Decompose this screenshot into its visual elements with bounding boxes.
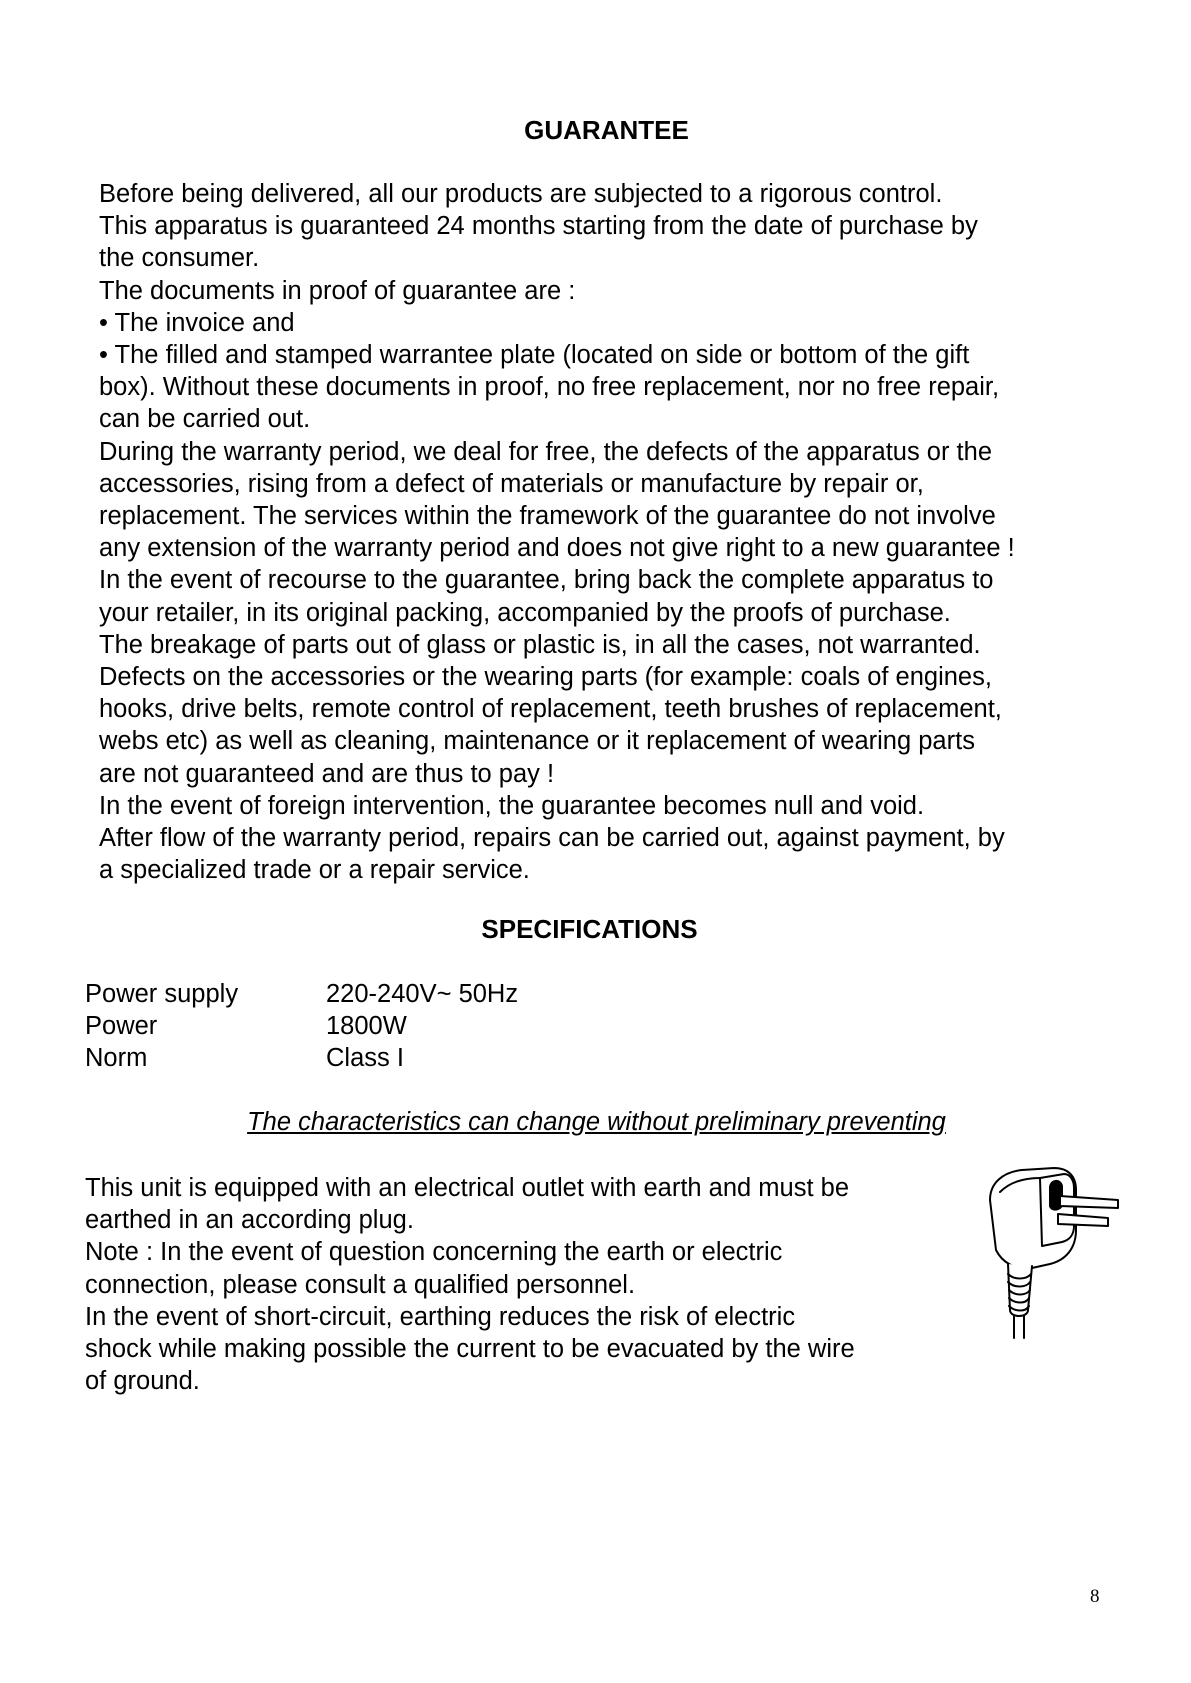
guarantee-line: During the warranty period, we deal for free, the defects of the apparatus or the <box>99 437 993 466</box>
guarantee-line: • The invoice and <box>99 308 295 337</box>
specifications-heading: SPECIFICATIONS <box>481 914 698 944</box>
earthing-line: This unit is equipped with an electrical outlet with earth and must be <box>85 1174 850 1202</box>
spec-label: Norm <box>85 1044 148 1073</box>
guarantee-line: The breakage of parts out of glass or plastic is, in all the cases, not warranted. <box>99 630 981 659</box>
guarantee-line: This apparatus is guaranteed 24 months starting from the date of purchase by <box>99 212 978 241</box>
guarantee-line: replacement. The services within the framework of the guarantee do not involve <box>99 502 996 531</box>
guarantee-line: hooks, drive belts, remote control of replacement, teeth brushes of replacement, <box>99 695 1002 724</box>
earthing-text <box>85 1172 965 1397</box>
earthing-line: shock while making possible the current to be evacuated by the wire <box>85 1335 855 1364</box>
guarantee-line: a specialized trade or a repair service. <box>99 856 530 885</box>
guarantee-line: box). Without these documents in proof, no free replacement, nor no free repair, <box>99 373 1000 402</box>
guarantee-line: Before being delivered, all our products are subjected to a rigorous control. <box>99 180 943 208</box>
spec-label: Power <box>85 1012 158 1041</box>
guarantee-text <box>99 178 1139 886</box>
spec-value: Class I <box>326 1044 404 1073</box>
specifications-table <box>85 978 518 1075</box>
spec-row-power-supply <box>85 978 518 1010</box>
guarantee-line: • The filled and stamped warrantee plate (located on side or bottom of the gift <box>99 341 970 370</box>
guarantee-line: webs etc) as well as cleaning, maintenance or it replacement of wearing parts <box>99 727 975 756</box>
earthing-line: connection, please consult a qualified personnel. <box>85 1270 636 1299</box>
guarantee-line: After flow of the warranty period, repairs can be carried out, against payment, by <box>99 824 1005 853</box>
guarantee-line: The documents in proof of guarantee are : <box>99 276 576 305</box>
spec-row-norm <box>85 1042 518 1074</box>
plug-icon <box>980 1160 1130 1340</box>
earthing-line: of ground. <box>85 1367 200 1396</box>
spec-value: 1800W <box>326 1012 407 1041</box>
change-notice-text: The characteristics can change without preliminary preventing <box>247 1108 946 1136</box>
spec-label: Power supply <box>85 980 239 1008</box>
earthing-line: earthed in an according plug. <box>85 1206 414 1235</box>
guarantee-line: accessories, rising from a defect of materials or manufacture by repair or, <box>99 469 924 498</box>
earthing-line: In the event of short-circuit, earthing reduces the risk of electric <box>85 1302 796 1331</box>
earthing-line: Note : In the event of question concerning the earth or electric <box>85 1238 783 1267</box>
change-notice <box>0 1106 1191 1138</box>
guarantee-line: any extension of the warranty period and does not give right to a new guarantee ! <box>99 534 1015 563</box>
guarantee-line: Defects on the accessories or the wearing parts (for example: coals of engines, <box>99 663 992 692</box>
guarantee-line: the consumer. <box>99 244 260 273</box>
page-number: 8 <box>1090 1586 1100 1607</box>
guarantee-line: can be carried out. <box>99 405 311 434</box>
guarantee-line: are not guaranteed and are thus to pay ! <box>99 759 555 788</box>
guarantee-line: In the event of recourse to the guarantee, bring back the complete apparatus to <box>99 566 994 595</box>
guarantee-line: In the event of foreign intervention, the guarantee becomes null and void. <box>99 791 925 820</box>
spec-value: 220-240V~ 50Hz <box>326 980 519 1008</box>
spec-row-power <box>85 1010 518 1042</box>
guarantee-line: your retailer, in its original packing, accompanied by the proofs of purchase. <box>99 598 951 627</box>
guarantee-heading: GUARANTEE <box>524 115 689 145</box>
